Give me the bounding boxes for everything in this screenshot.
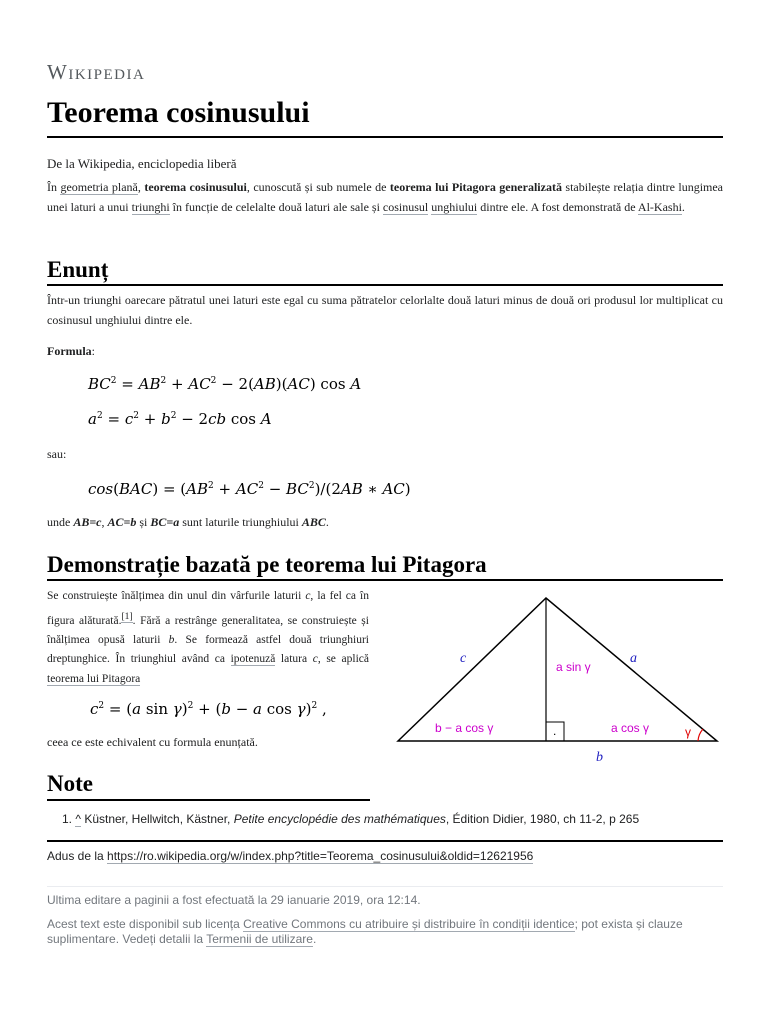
title-divider xyxy=(47,136,723,138)
formula-label: Formula: xyxy=(47,344,96,358)
reference-1[interactable]: [1] xyxy=(121,610,133,622)
label-b-minus-a-cos-gamma: b − a cos γ xyxy=(435,721,494,735)
sau-label: sau: xyxy=(47,447,67,461)
section-heading-enunt: Enunț xyxy=(47,257,109,282)
wikipedia-logo[interactable]: Wikipedia xyxy=(47,60,146,84)
terms-link[interactable]: Termenii de utilizare xyxy=(206,932,313,946)
label-a-cos-gamma: a cos γ xyxy=(611,721,650,735)
link-cosinus[interactable]: cosinusul xyxy=(382,199,429,214)
enunt-paragraph: Într-un triunghi oarecare pătratul unei laturi este egal cu suma pătratelor celorlalte două laturi minus de două ori produsul lor multiplicat cu cosinusul unghiului dintre ele. xyxy=(47,293,723,327)
permanent-link[interactable]: https://ro.wikipedia.org/w/index.php?title=Teorema_cosinusului&oldid=12621956 xyxy=(107,849,534,863)
unde-text: unde AB=c, AC=b și BC=a sunt laturile triunghiului ABC. xyxy=(47,515,329,529)
content-footer-divider xyxy=(47,840,723,842)
link-ipotenuza[interactable]: ipotenuză xyxy=(230,653,276,666)
label-c: c xyxy=(460,651,467,666)
link-geometrie-plana[interactable]: geometria plană xyxy=(60,180,138,194)
reference-backlink[interactable]: ^ xyxy=(75,812,81,826)
formula-a2: $a^2 = c^2 + b^2 - 2cb$ cos A xyxy=(88,410,272,428)
formula-bc2: $BC^2 = AB^2 + AC^2 - 2(AB)(AC)$ cos A xyxy=(88,375,362,393)
link-unghi[interactable]: unghiului xyxy=(431,199,478,214)
link-teorema-pitagora[interactable]: teorema lui Pitagora xyxy=(47,672,141,685)
page-title: Teorema cosinusului xyxy=(47,96,310,129)
license-link[interactable]: Creative Commons cu atribuire și distribuire în condiții identice xyxy=(243,917,575,931)
intro-paragraph: În geometria plană, teorema cosinusului, cunoscută și sub numele de teorema lui Pitagora generalizată stabilește relația dintre lungimea unei laturi a unui triunghi în funcție de celelalte două laturi ale sale și cosinusul unghiului dintre ele. A fost demonstrată de Al-Kashi. xyxy=(47,180,724,214)
reference-item-1: 1. ^ Küstner, Hellwitch, Kästner, Petite encyclopédie des mathématiques, Édition Didier, 1980, ch 11-2, p 265 xyxy=(62,812,640,826)
label-gamma: γ xyxy=(685,725,691,739)
angle-gamma-arc xyxy=(698,729,703,741)
formula-cos: $\cos(BAC) = (AB^2 + AC^2 - BC^2)/(2AB$ ∗ AC) xyxy=(88,480,411,498)
echivalent-text: ceea ce este echivalent cu formula enunțată. xyxy=(47,735,258,749)
section-divider xyxy=(47,799,370,801)
label-dot: . xyxy=(553,724,557,738)
label-b: b xyxy=(596,750,603,765)
section-heading-demonstratie: Demonstrație bazată pe teorema lui Pitagora xyxy=(47,552,487,577)
demonstratie-paragraph: Se construiește înălțimea din unul din vârfurile laturii c, la fel ca în figura alăturată.[1]. Fără a restrânge generalitatea, se construiește și înălțimea opusă laturii b. Se formează astfel două triunghiuri dreptunghice. În triunghiul având ca ipotenuză latura c, se aplică teorema lui Pitagora xyxy=(47,590,369,685)
label-a: a xyxy=(630,651,637,666)
formula-pitagora: $c^2 = (a$ sin γ)$^2$ + (b − a cos γ)$^2$ , xyxy=(90,700,327,718)
triangle-figure xyxy=(390,590,725,770)
footer-divider xyxy=(47,886,723,887)
link-al-kashi[interactable]: Al-Kashi xyxy=(637,199,682,214)
retrieved-from: Adus de la https://ro.wikipedia.org/w/index.php?title=Teorema_cosinusului&oldid=12621956 xyxy=(47,849,534,863)
site-tagline: De la Wikipedia, enciclopedia liberă xyxy=(47,156,237,171)
last-edited: Ultima editare a paginii a fost efectuată la 29 ianuarie 2019, ora 12:14. xyxy=(47,893,421,907)
section-heading-note: Note xyxy=(47,771,93,796)
license-text: Acest text este disponibil sub licența Creative Commons cu atribuire și distribuire în condiții identice; pot exista și clauze suplimentare. Vedeți detalii la Termenii de utilizare. xyxy=(47,917,683,946)
section-divider xyxy=(47,579,723,581)
section-divider xyxy=(47,284,723,286)
label-a-sin-gamma: a sin γ xyxy=(556,660,591,674)
link-triunghi[interactable]: triunghi xyxy=(131,199,170,214)
